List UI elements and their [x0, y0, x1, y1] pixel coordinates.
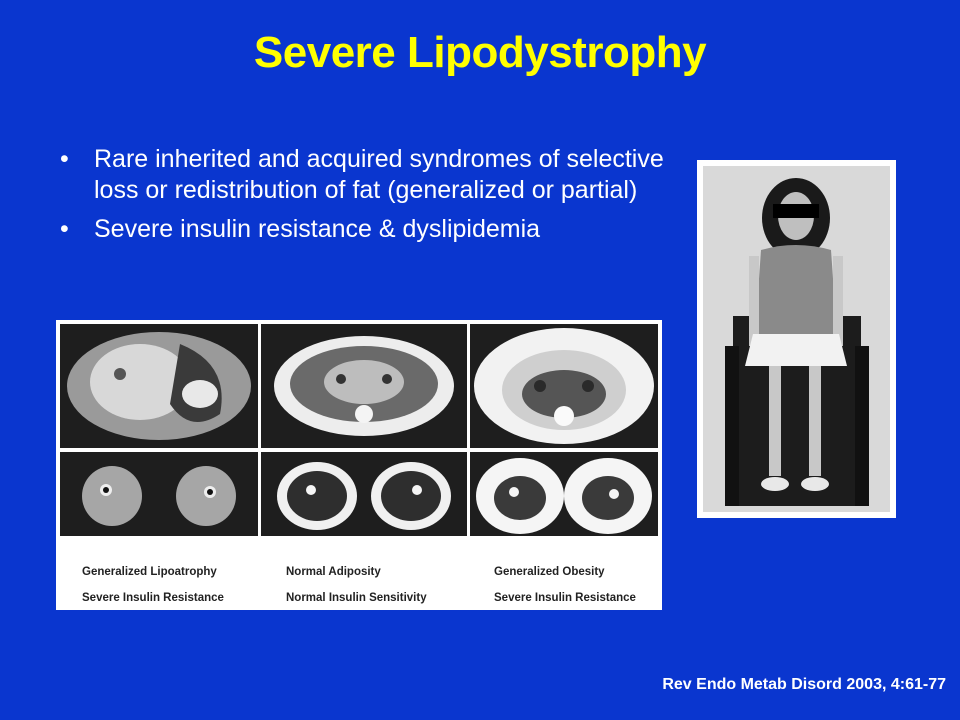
bullet-text: Severe insulin resistance & dyslipidemia	[94, 215, 541, 243]
mri-abdomen-lipoatrophy	[60, 324, 258, 448]
mri-abdomen-normal-image	[261, 324, 467, 448]
mri-thigh-obesity	[470, 452, 658, 536]
caption-2-line1: Normal Adiposity	[286, 566, 381, 578]
bullet-list	[60, 144, 670, 253]
mri-abdomen-lipoatrophy-image	[60, 324, 258, 448]
bullet-item	[60, 144, 670, 206]
mri-thigh-normal	[261, 452, 467, 536]
bullet-text: Rare inherited and acquired syndromes of selective loss or redistribution of fat (generalized or partial)	[94, 145, 664, 204]
caption-2-line2: Normal Insulin Sensitivity	[286, 592, 427, 604]
caption-3-line2: Severe Insulin Resistance	[494, 592, 636, 604]
mri-abdomen-normal	[261, 324, 467, 448]
caption-1-line2: Severe Insulin Resistance	[82, 592, 224, 604]
mri-abdomen-obesity	[470, 324, 658, 448]
mri-thigh-normal-image	[261, 452, 467, 536]
caption-1-line1: Generalized Lipoatrophy	[82, 566, 217, 578]
mri-thigh-lipoatrophy	[60, 452, 258, 536]
mri-abdomen-obesity-image	[470, 324, 658, 448]
bullet-marker: •	[60, 215, 69, 243]
bullet-item	[60, 214, 670, 245]
mri-grid	[60, 324, 658, 536]
citation: Rev Endo Metab Disord 2003, 4:61-77	[662, 676, 946, 693]
mri-thigh-obesity-image	[470, 452, 658, 536]
patient-photo	[697, 160, 896, 518]
patient-photo-image	[703, 166, 890, 512]
mri-figure	[56, 320, 662, 610]
caption-3-line1: Generalized Obesity	[494, 566, 605, 578]
mri-thigh-lipoatrophy-image	[60, 452, 258, 536]
bullet-marker: •	[60, 145, 69, 173]
slide-title: Severe Lipodystrophy	[253, 28, 707, 77]
